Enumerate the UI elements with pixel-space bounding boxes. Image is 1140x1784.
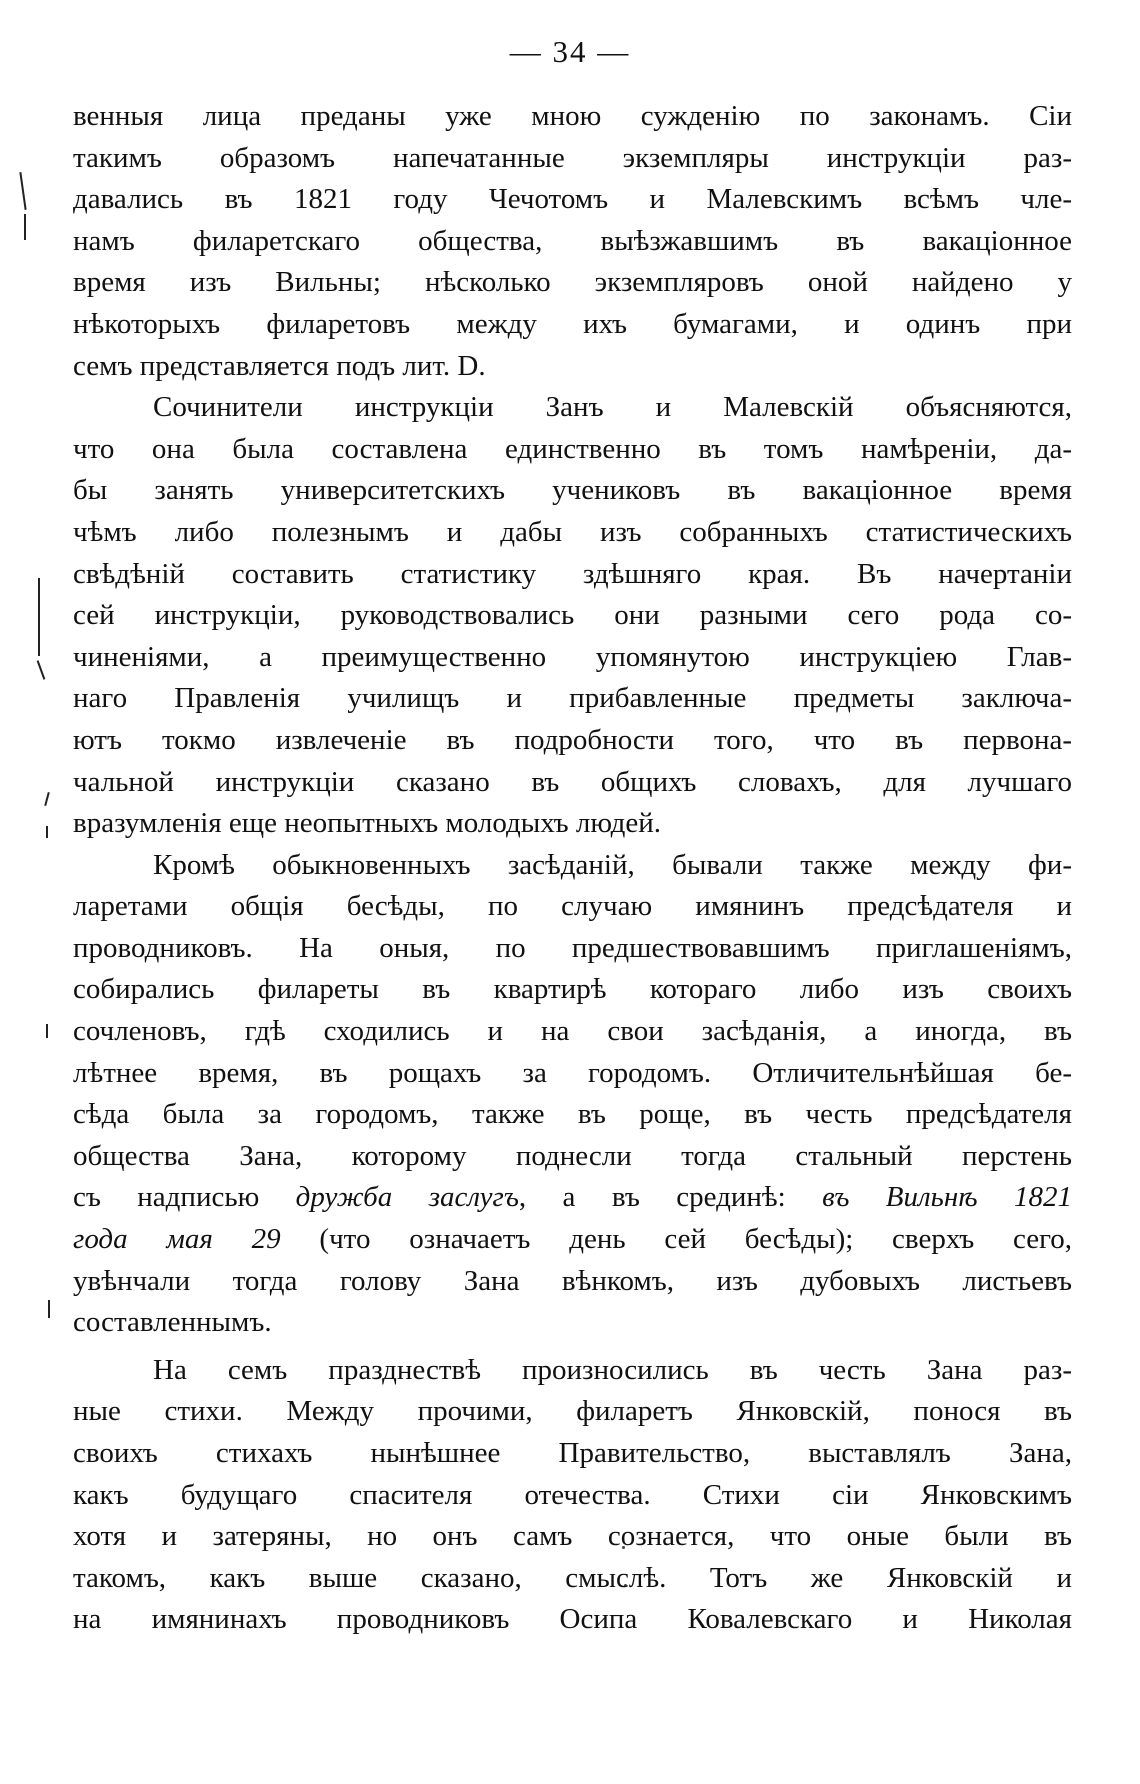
text-line: свѣдѣній составить статистику здѣшняго края. Въ начертаніи (73, 557, 1072, 590)
text-line: нѣкоторыхъ филаретовъ между ихъ бумагами, и одинъ при (73, 307, 1072, 340)
text-line: такимъ образомъ напечатанные экземпляры инструкціи раз- (73, 141, 1072, 174)
text-line: составленнымъ. (73, 1306, 272, 1339)
text-line: ларетами общія бесѣды, по случаю имянинъ предсѣдателя и (73, 890, 1072, 923)
text-line: Сочинители инструкціи Занъ и Малевскій объясняются, (153, 391, 1072, 424)
text-line: проводниковъ. На оныя, по предшествовавшимъ приглашеніямъ, (73, 931, 1072, 964)
text-line: давались въ 1821 году Чечотомъ и Малевскимъ всѣмъ чле- (73, 183, 1072, 216)
text-line: чиненіями, а преимущественно упомянутою инструкціею Глав- (73, 640, 1072, 673)
page-number: — 34 — (509, 34, 631, 69)
text-line: семъ представляется подъ лит. D. (73, 349, 486, 382)
text-line-rich (73, 1219, 1072, 1261)
paragraph (73, 845, 1072, 1178)
text-line: сѣда была за городомъ, также въ роще, въ честь предсѣдателя (73, 1098, 1072, 1131)
italic-inscription: дружба заслугъ (295, 1181, 519, 1214)
margin-mark (24, 214, 26, 240)
text-line: какъ будущаго спасителя отечества. Стихи сіи Янковскимъ (73, 1478, 1072, 1511)
text-line: увѣнчали тогда голову Зана вѣнкомъ, изъ дубовыхъ листьевъ (73, 1264, 1072, 1297)
text-line: лѣтнее время, въ рощахъ за городомъ. Отличительнѣйшая бе- (73, 1056, 1072, 1089)
margin-mark (37, 660, 46, 679)
text-line: общества Зана, которому поднесли тогда стальный перстень (73, 1139, 1072, 1172)
margin-mark (38, 578, 40, 656)
text-line: наго Правленія училищъ и прибавленные предметы заключа- (73, 682, 1072, 715)
text-line: хотя и затеряны, но онъ самъ сознается, что оные были въ (73, 1520, 1072, 1553)
paragraph (73, 96, 1072, 387)
text-line: что она была составлена единственно въ томъ намѣреніи, да- (73, 432, 1072, 465)
margin-mark (46, 1024, 48, 1038)
margin-mark (48, 1300, 50, 1318)
text-line: ютъ токмо извлеченіе въ подробности того, что въ первона- (73, 723, 1072, 756)
paragraph (73, 387, 1072, 845)
body-text (73, 96, 1072, 1641)
margin-mark (46, 826, 48, 838)
text-line: сочленовъ, гдѣ сходились и на свои засѣданія, а иногда, въ (73, 1015, 1072, 1048)
italic-inscription: года мая 29 (73, 1223, 281, 1256)
text-line: венныя лица преданы уже мною сужденію по законамъ. Сіи (73, 100, 1072, 132)
text-line: бы занять университетскихъ учениковъ въ вакаціонное время (73, 474, 1072, 507)
text-line: чѣмъ либо полезнымъ и дабы изъ собранныхъ статистическихъ (73, 515, 1072, 548)
text-line: такомъ, какъ выше сказано, смыслѣ. Тотъ же Янковскій и (73, 1561, 1072, 1594)
margin-mark (19, 172, 26, 210)
text-line: На семъ празднествѣ произносились въ честь Зана раз- (153, 1353, 1072, 1386)
text-segment: (что означаетъ день сей бесѣды); сверхъ сего, (280, 1223, 1072, 1256)
text-line: ные стихи. Между прочими, филаретъ Янковскій, понося въ (73, 1395, 1072, 1428)
text-line: время изъ Вильны; нѣсколько экземпляровъ оной найдено у (73, 266, 1072, 299)
text-line: чальной инструкціи сказано въ общихъ словахъ, для лучшаго (73, 765, 1072, 798)
text-line: своихъ стихахъ нынѣшнее Правительство, выставлялъ Зана, (73, 1437, 1072, 1469)
text-line-rich (73, 1177, 1072, 1219)
italic-inscription: въ Вильнѣ 1821 (822, 1181, 1072, 1214)
margin-mark (44, 792, 50, 806)
text-line: Кромѣ обыкновенныхъ засѣданій, бывали также между фи- (153, 848, 1072, 881)
text-segment: , а въ срединѣ: (518, 1181, 823, 1214)
text-line: намъ филаретскаго общества, выѣзжавшимъ въ вакаціонное (73, 224, 1072, 257)
text-line: на имянинахъ проводниковъ Осипа Ковалевскаго и Николая (73, 1603, 1072, 1636)
text-line: вразумленія еще неопытныхъ молодыхъ людей. (73, 807, 661, 840)
text-line: собирались филареты въ квартирѣ котораго либо изъ своихъ (73, 973, 1072, 1006)
text-segment: съ надписью (73, 1181, 296, 1214)
paragraph (73, 1350, 1072, 1641)
paragraph-continuation (73, 1177, 1072, 1343)
text-line: сей инструкціи, руководствовались они разными сего рода со- (73, 599, 1072, 632)
